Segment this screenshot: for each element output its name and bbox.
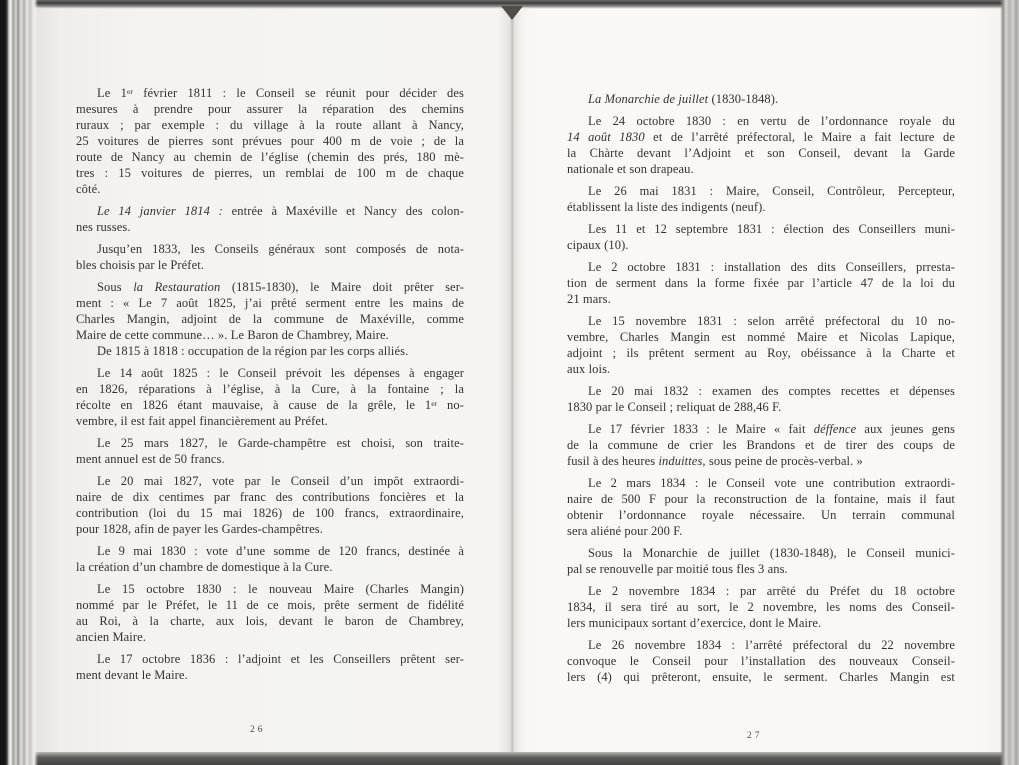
text-line: Charles Mangin, adjoint de la commune de Maxéville, comme — [76, 312, 464, 326]
text-line: contribution (loi du 15 mai 1826) de 100 francs, extraordinaire, — [76, 506, 464, 520]
text-line: 21 mars. — [567, 292, 611, 306]
page-edges-left — [0, 0, 38, 765]
text-line: La Monarchie de juillet (1830-1848). — [588, 92, 779, 106]
text-line: la création d’un chambre de domestique à la Cure. — [76, 560, 333, 574]
text-line: cipaux (10). — [567, 238, 629, 252]
text-line: ment : « Le 7 août 1825, j’ai prêté serment entre les mains de — [76, 296, 464, 310]
paragraph — [76, 651, 464, 683]
text-line: tion de serment dans la forme fixée par l’article 47 de la loi du — [567, 276, 955, 290]
paragraph — [567, 259, 955, 307]
text-line: De 1815 à 1818 : occupation de la région par les corps alliés. — [97, 344, 409, 358]
text-line: Le 17 février 1833 : le Maire « fait déffence aux jeunes gens — [588, 422, 956, 436]
paragraph — [567, 91, 955, 107]
paragraph — [567, 313, 955, 377]
text-line: Maire de cette commune… ». Le Baron de Chambrey, Maire. — [76, 328, 389, 342]
text-line: mesures à prendre pour assurer la réparation des chemins — [76, 102, 464, 116]
text-line: ruraux ; par exemple : du village à la route allant à Nancy, — [76, 118, 464, 132]
text-line: Le 20 mai 1832 : examen des comptes recettes et dépenses — [588, 384, 955, 398]
text-line: Le 14 août 1825 : le Conseil prévoit les dépenses à engager — [97, 366, 464, 380]
text-line: Sous la Restauration (1815-1830), le Maire doit prêter ser- — [97, 280, 464, 294]
text-line: nes russes. — [76, 220, 131, 234]
paragraph — [567, 221, 955, 253]
text-line: Les 11 et 12 septembre 1831 : élection des Conseillers muni- — [588, 222, 955, 236]
book-bottom-edge — [0, 752, 1019, 765]
text-line: pour 1828, afin de payer les Gardes-champêtres. — [76, 522, 323, 536]
text-line: en 1826, réparations à l’église, à la Cure, à la fontaine ; la — [76, 382, 464, 396]
paragraph — [567, 421, 955, 469]
paragraph — [76, 435, 464, 467]
text-line: Sous la Monarchie de juillet (1830-1848), le Conseil munici- — [588, 546, 955, 560]
paragraph — [76, 365, 464, 429]
paragraph — [567, 383, 955, 415]
paragraph — [76, 203, 464, 235]
book-gutter — [498, 0, 528, 765]
text-line: récolte en 1826 étant mauvaise, à cause de la grêle, le 1er no- — [76, 398, 464, 412]
text-line: tres : 15 voitures de pierres, un remblai de 100 m de chaque — [76, 166, 464, 180]
text-line: bles choisis par le Préfet. — [76, 258, 205, 272]
text-line: Le 15 novembre 1831 : selon arrêté préfectoral du 10 no- — [588, 314, 955, 328]
paragraph — [76, 581, 464, 645]
paragraph — [567, 545, 955, 577]
text-line: de la commune de crier les Brandons et de tirer des coups de — [567, 438, 955, 452]
text-line: au Roi, à la charte, aux lois, devant le baron de Chambrey, — [76, 614, 464, 628]
left-page-number: 26 — [250, 725, 266, 735]
text-line: Le 2 octobre 1831 : installation des dits Conseillers, prresta- — [588, 260, 955, 274]
text-line: 1830 par le Conseil ; reliquat de 288,46 F. — [567, 400, 782, 414]
text-line: naire de 500 F pour la reconstruction de la fontaine, mais il faut — [567, 492, 955, 506]
page-edge-right — [1000, 0, 1019, 765]
text-line: vembre, Charles Mangin est nommé Maire et Nicolas Lapique, — [567, 330, 955, 344]
left-page-text — [76, 85, 464, 683]
text-line: Le 24 octobre 1830 : en vertu de l’ordonnance royale du — [588, 114, 955, 128]
text-line: lers municipaux sortant d’exercice, dont le Maire. — [567, 616, 822, 630]
text-line: pal se renouvelle par moitié tous fles 3 ans. — [567, 562, 788, 576]
text-line: Le 26 mai 1831 : Maire, Conseil, Contrôleur, Percepteur, — [588, 184, 955, 198]
paragraph — [76, 343, 464, 359]
text-line: aux lois. — [567, 362, 611, 376]
paragraph — [76, 473, 464, 537]
text-line: naire de dix centimes par franc des contributions foncières et la — [76, 490, 464, 504]
text-line: vembre, il est fait appel financièrement au Préfet. — [76, 414, 328, 428]
text-line: 1834, il sera tiré au sort, le 2 novembre, les noms des Conseil- — [567, 600, 955, 614]
text-line: ancien Maire. — [76, 630, 147, 644]
text-line: Le 20 mai 1827, vote par le Conseil d’un impôt extraordi- — [97, 474, 464, 488]
text-line: la Chàrte devant l’Adjoint et son Conseil, devant la Garde — [567, 146, 955, 160]
text-line: 14 août 1830 et de l’arrêté préfectoral, le Maire a fait lecture de — [567, 130, 955, 144]
text-line: convoque le Conseil pour l’installation des nouveaux Conseil- — [567, 654, 955, 668]
text-line: obtenir l’ordonnance royale nécessaire. Un terrain communal — [567, 508, 955, 522]
text-line: Le 2 mars 1834 : le Conseil vote une contribution extraordi- — [588, 476, 955, 490]
paragraph — [567, 113, 955, 177]
text-line: route de Nancy au chemin de l’église (chemin des prés, 180 mè- — [76, 150, 464, 164]
right-page-number: 27 — [747, 731, 763, 741]
paragraph — [76, 543, 464, 575]
text-line: fusil à des heures induittes, sous peine de procès-verbal. » — [567, 454, 863, 468]
gutter-notch-shadow — [501, 6, 523, 20]
text-line: côté. — [76, 182, 101, 196]
text-line: Le 26 novembre 1834 : l’arrêté préfectoral du 22 novembre — [588, 638, 955, 652]
text-line: ment annuel est de 50 francs. — [76, 452, 225, 466]
text-line: établissent la liste des indigents (neuf). — [567, 200, 766, 214]
text-line: lers (4) qui prêteront, ensuite, le serment. Charles Mangin est — [567, 670, 955, 684]
paragraph — [567, 637, 955, 685]
text-line: ment devant le Maire. — [76, 668, 188, 682]
paragraph — [76, 241, 464, 273]
text-line: Le 17 octobre 1836 : l’adjoint et les Conseillers prêtent ser- — [97, 652, 464, 666]
text-line: Le 14 janvier 1814 : entrée à Maxéville et Nancy des colon- — [97, 204, 464, 218]
right-page — [512, 0, 1019, 765]
right-page-text — [567, 91, 955, 685]
text-line: nommé par le Préfet, le 11 de ce mois, prête serment de fidélité — [76, 598, 464, 612]
paragraph — [76, 279, 464, 343]
text-line: Le 15 octobre 1830 : le nouveau Maire (Charles Mangin) — [97, 582, 464, 596]
text-line: nationale et son drapeau. — [567, 162, 694, 176]
text-line: 25 voitures de pierres sont prévues pour 400 m de voie ; de la — [76, 134, 464, 148]
text-line: sera aliéné pour 200 F. — [567, 524, 683, 538]
text-line: Le 1er février 1811 : le Conseil se réunit pour décider des — [97, 86, 464, 100]
paragraph — [567, 583, 955, 631]
text-line: Jusqu’en 1833, les Conseils généraux sont composés de nota- — [97, 242, 464, 256]
text-line: Le 25 mars 1827, le Garde-champêtre est choisi, son traite- — [97, 436, 464, 450]
text-line: Le 9 mai 1830 : vote d’une somme de 120 francs, destinée à — [97, 544, 464, 558]
paragraph — [567, 475, 955, 539]
paragraph — [567, 183, 955, 215]
text-line: Le 2 novembre 1834 : par arrêté du Préfet du 18 octobre — [588, 584, 955, 598]
text-line: adjoint ; ils prêtent serment au Roy, obéissance à la Charte et — [567, 346, 955, 360]
paragraph — [76, 85, 464, 197]
